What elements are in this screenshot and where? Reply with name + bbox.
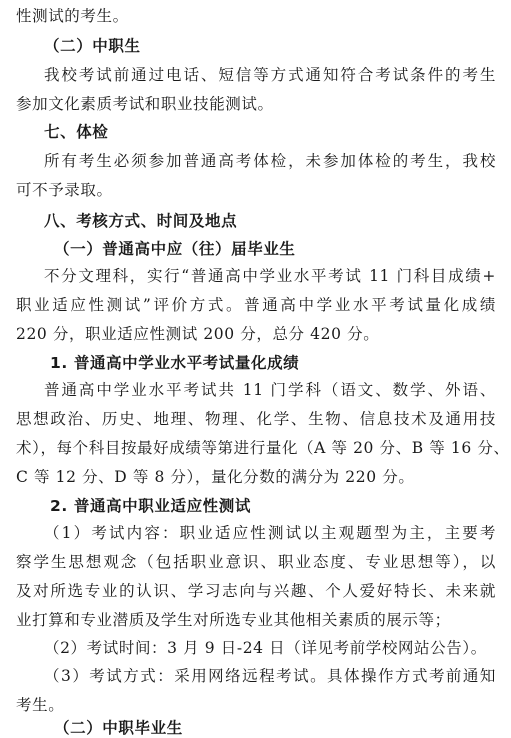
- paragraph-line: 术），每个科目按最好成绩等第进行量化（A 等 20 分、B 等 16 分、: [16, 439, 510, 457]
- paragraph-line: C 等 12 分、D 等 8 分），量化分数的满分为 220 分。: [16, 468, 415, 486]
- paragraph-line: 不分文理科，实行“普通高中学业水平考试 11 门科目成绩+: [44, 267, 496, 285]
- paragraph-line: 性测试的考生。: [16, 7, 129, 25]
- section-heading: 1. 普通高中学业水平考试量化成绩: [50, 354, 300, 372]
- paragraph-line: （1）考试内容：职业适应性测试以主观题型为主，主要考: [44, 524, 496, 542]
- paragraph-line: 察学生思想观念（包括职业意识、职业态度、专业思想等），以: [16, 553, 496, 571]
- paragraph-line: 考生。: [16, 696, 65, 714]
- paragraph-line: 职业适应性测试”评价方式。普通高中学业水平考试量化成绩: [16, 296, 496, 314]
- paragraph-line: （3）考试方式：采用网络远程考试。具体操作方式考前通知: [44, 667, 496, 685]
- paragraph-line: 思想政治、历史、地理、物理、化学、生物、信息技术及通用技: [16, 410, 496, 428]
- paragraph-line: 我校考试前通过电话、短信等方式通知符合考试条件的考生: [44, 66, 496, 84]
- section-heading: 2. 普通高中职业适应性测试: [50, 497, 251, 515]
- paragraph-line: 220 分，职业适应性测试 200 分，总分 420 分。: [16, 325, 380, 343]
- section-heading: （一）普通高中应（往）届毕业生: [54, 240, 296, 258]
- paragraph-line: 所有考生必须参加普通高考体检，未参加体检的考生，我校: [44, 152, 496, 170]
- section-heading: 八、考核方式、时间及地点: [44, 212, 238, 230]
- paragraph-line: 普通高中学业水平考试共 11 门学科（语文、数学、外语、: [44, 381, 496, 399]
- paragraph-line: 及对所选专业的认识、学习志向与兴趣、个人爱好特长、未来就: [16, 582, 496, 600]
- paragraph-line: 可不予录取。: [16, 181, 113, 199]
- paragraph-line: （2）考试时间：3 月 9 日-24 日（详见考前学校网站公告）。: [44, 639, 487, 657]
- paragraph-line: 参加文化素质考试和职业技能测试。: [16, 95, 274, 113]
- section-heading: 七、体检: [44, 123, 109, 141]
- section-heading: （二）中职生: [44, 37, 141, 55]
- paragraph-line: 业打算和专业潜质及学生对所选专业其他相关素质的展示等；: [16, 611, 451, 629]
- section-heading: （二）中职毕业生: [54, 719, 183, 737]
